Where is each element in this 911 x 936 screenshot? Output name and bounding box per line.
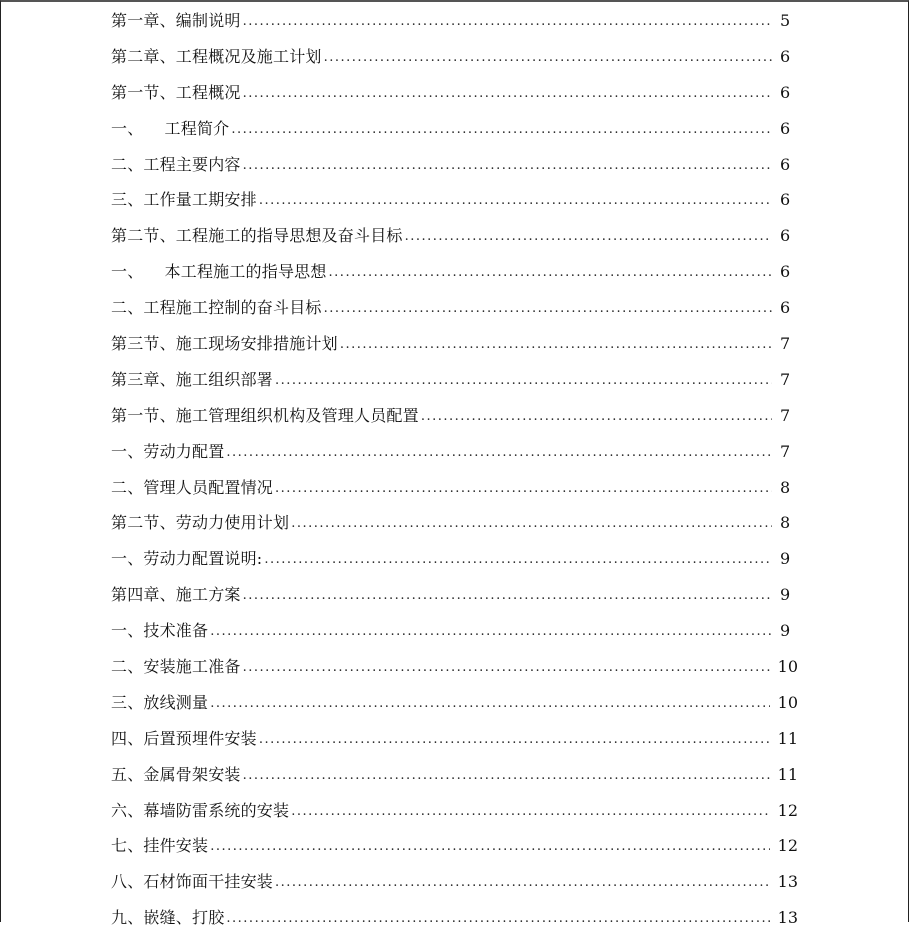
toc-entry-title: 第一章、编制说明 [111, 10, 241, 30]
toc-entry[interactable] [111, 721, 798, 757]
toc-leader-dots [259, 730, 770, 750]
toc-entry[interactable] [111, 900, 798, 936]
toc-entry-title: 四、后置预埋件安装 [111, 728, 257, 748]
toc-leader-dots [264, 550, 772, 570]
toc-entry-page: 10 [777, 656, 798, 676]
toc-leader-dots [243, 658, 770, 678]
table-of-contents [111, 3, 798, 936]
toc-entry-page: 11 [777, 764, 798, 784]
toc-leader-dots [275, 371, 772, 391]
toc-entry-page: 12 [777, 800, 798, 820]
toc-entry[interactable] [111, 757, 798, 793]
toc-entry[interactable] [111, 218, 798, 254]
toc-entry[interactable] [111, 864, 798, 900]
toc-entry[interactable] [111, 182, 798, 218]
toc-entry[interactable] [111, 613, 798, 649]
toc-entry[interactable] [111, 362, 798, 398]
toc-entry-title: 三、放线测量 [111, 692, 209, 712]
toc-entry-title: 第二节、工程施工的指导思想及奋斗目标 [111, 226, 403, 246]
toc-entry[interactable] [111, 147, 798, 183]
toc-leader-dots [291, 802, 769, 822]
toc-entry[interactable] [111, 398, 798, 434]
toc-entry-page: 6 [780, 82, 791, 102]
toc-leader-dots [324, 48, 772, 68]
toc-entry[interactable] [111, 685, 798, 721]
toc-leader-dots [275, 479, 772, 499]
toc-leader-dots [329, 263, 772, 283]
toc-entry[interactable] [111, 649, 798, 685]
toc-entry-title: 八、石材饰面干挂安装 [111, 872, 274, 892]
toc-entry-page: 6 [780, 226, 791, 246]
toc-entry-page: 13 [777, 872, 798, 892]
toc-entry-page: 9 [780, 549, 791, 569]
toc-leader-dots [405, 227, 772, 247]
toc-entry-title: 第三节、施工现场安排措施计划 [111, 333, 338, 353]
toc-entry-page: 13 [777, 908, 798, 928]
toc-entry-title: 七、挂件安装 [111, 836, 209, 856]
toc-entry[interactable] [111, 326, 798, 362]
toc-leader-dots [243, 12, 772, 32]
toc-entry-page: 6 [780, 46, 791, 66]
toc-entry-page: 8 [780, 513, 791, 533]
toc-entry-title: 第一节、施工管理组织机构及管理人员配置 [111, 405, 419, 425]
toc-entry-page: 6 [780, 190, 791, 210]
toc-leader-dots [259, 191, 772, 211]
toc-leader-dots [243, 84, 772, 104]
toc-entry-title: 三、工作量工期安排 [111, 190, 257, 210]
toc-entry-title: 二、管理人员配置情况 [111, 477, 274, 497]
toc-leader-dots [243, 586, 772, 606]
toc-entry[interactable] [111, 75, 798, 111]
toc-entry-title: 第一节、工程概况 [111, 82, 241, 102]
toc-entry-page: 7 [780, 405, 791, 425]
toc-entry-page: 7 [780, 369, 791, 389]
toc-entry-page: 5 [780, 10, 791, 30]
toc-entry-page: 6 [780, 298, 791, 318]
toc-entry[interactable] [111, 434, 798, 470]
toc-entry[interactable] [111, 290, 798, 326]
toc-entry-title: 一、 本工程施工的指导思想 [111, 262, 327, 282]
toc-entry-page: 6 [780, 118, 791, 138]
toc-entry[interactable] [111, 3, 798, 39]
toc-entry[interactable] [111, 577, 798, 613]
toc-entry[interactable] [111, 541, 798, 577]
toc-leader-dots [210, 622, 772, 642]
toc-entry-title: 五、金属骨架安装 [111, 764, 241, 784]
toc-entry-title: 一、劳动力配置说明: [111, 549, 263, 569]
toc-leader-dots [210, 694, 769, 714]
toc-entry-title: 六、幕墙防雷系统的安装 [111, 800, 290, 820]
toc-leader-dots [231, 120, 772, 140]
toc-leader-dots [226, 443, 772, 463]
toc-entry-title: 第二节、劳动力使用计划 [111, 513, 290, 533]
toc-leader-dots [226, 909, 769, 929]
toc-leader-dots [210, 837, 769, 857]
toc-entry[interactable] [111, 39, 798, 75]
toc-entry-page: 7 [780, 441, 791, 461]
toc-entry[interactable] [111, 828, 798, 864]
toc-entry-title: 九、嵌缝、打胶 [111, 908, 225, 928]
toc-entry[interactable] [111, 111, 798, 147]
toc-entry-page: 6 [780, 154, 791, 174]
toc-leader-dots [324, 299, 772, 319]
toc-entry-title: 二、工程施工控制的奋斗目标 [111, 298, 322, 318]
toc-entry-title: 一、技术准备 [111, 621, 209, 641]
toc-entry[interactable] [111, 254, 798, 290]
toc-leader-dots [340, 335, 772, 355]
toc-entry-page: 6 [780, 262, 791, 282]
toc-entry-title: 第二章、工程概况及施工计划 [111, 46, 322, 66]
toc-entry-page: 10 [777, 692, 798, 712]
toc-entry-title: 二、安装施工准备 [111, 656, 241, 676]
toc-entry-page: 9 [780, 621, 791, 641]
toc-entry[interactable] [111, 470, 798, 506]
toc-entry[interactable] [111, 505, 798, 541]
toc-entry[interactable] [111, 793, 798, 829]
toc-entry-title: 第四章、施工方案 [111, 585, 241, 605]
toc-entry-page: 12 [777, 836, 798, 856]
toc-entry-page: 7 [780, 333, 791, 353]
toc-leader-dots [243, 156, 772, 176]
toc-leader-dots [291, 514, 772, 534]
toc-entry-title: 二、工程主要内容 [111, 154, 241, 174]
toc-entry-title: 第三章、施工组织部署 [111, 369, 274, 389]
toc-entry-page: 9 [780, 585, 791, 605]
toc-entry-title: 一、 工程简介 [111, 118, 230, 138]
toc-leader-dots [275, 873, 770, 893]
toc-entry-page: 8 [780, 477, 791, 497]
toc-entry-title: 一、劳动力配置 [111, 441, 225, 461]
toc-leader-dots [243, 766, 770, 786]
toc-leader-dots [421, 407, 772, 427]
toc-entry-page: 11 [777, 728, 798, 748]
